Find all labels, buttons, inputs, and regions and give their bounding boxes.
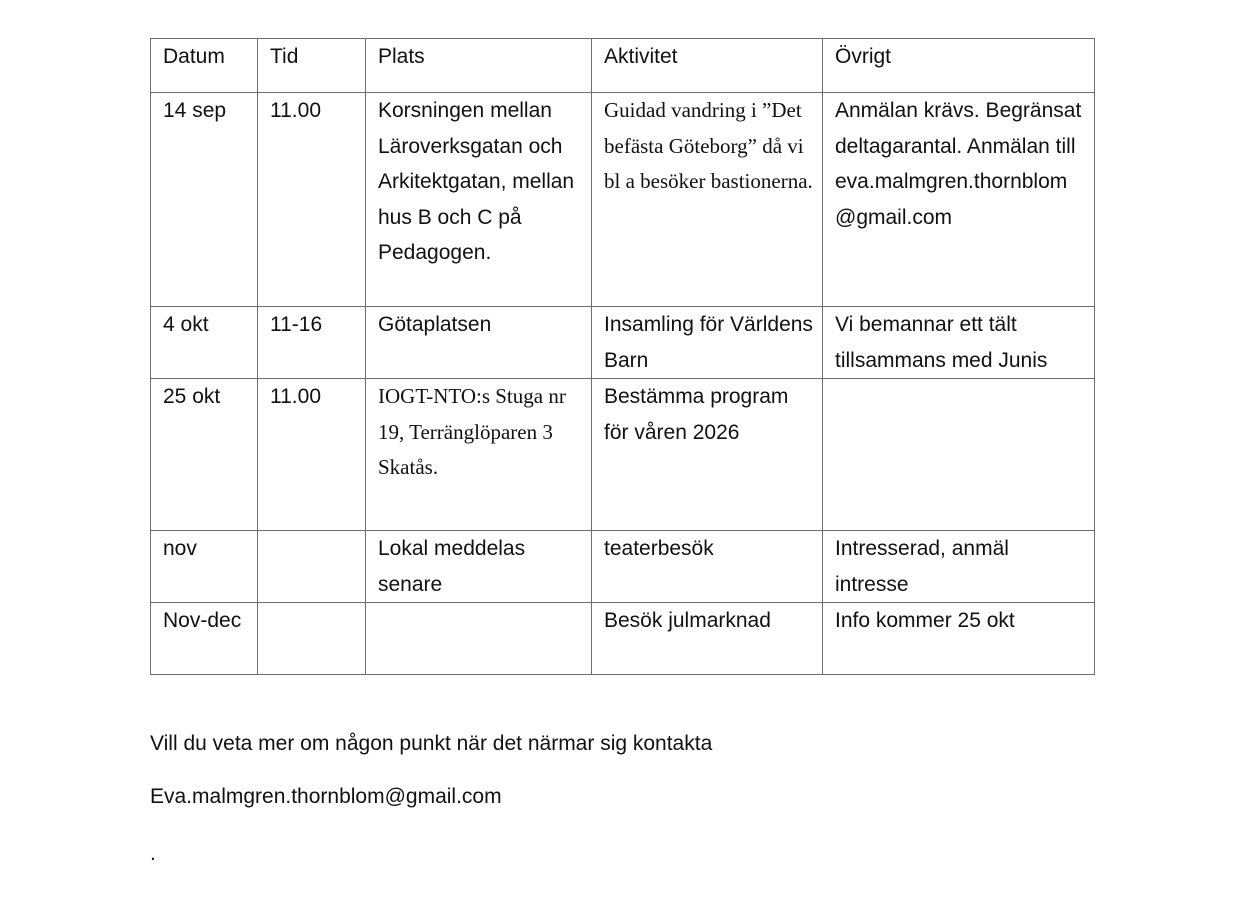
cell-datum: 4 okt (151, 307, 258, 379)
table-row (151, 93, 1095, 307)
header-aktivitet: Aktivitet (592, 39, 823, 93)
table-header-row (151, 39, 1095, 93)
table-row (151, 307, 1095, 379)
cell-ovrigt (823, 379, 1095, 531)
cell-plats (366, 603, 592, 675)
footer-contact-email: Eva.malmgren.thornblom@gmail.com (150, 785, 502, 808)
schedule-table (150, 38, 1095, 675)
cell-datum: nov (151, 531, 258, 603)
cell-tid (258, 603, 366, 675)
header-plats: Plats (366, 39, 592, 93)
cell-ovrigt: Info kommer 25 okt (823, 603, 1095, 675)
cell-plats: Lokal meddelas senare (366, 531, 592, 603)
header-datum: Datum (151, 39, 258, 93)
cell-aktivitet: teaterbesök (592, 531, 823, 603)
cell-ovrigt: Intresserad, anmäl intresse (823, 531, 1095, 603)
cell-tid: 11.00 (258, 379, 366, 531)
cell-aktivitet: Besök julmarknad (592, 603, 823, 675)
cell-plats: Götaplatsen (366, 307, 592, 379)
cell-tid: 11.00 (258, 93, 366, 307)
header-ovrigt: Övrigt (823, 39, 1095, 93)
table-row (151, 379, 1095, 531)
cell-aktivitet: Insamling för Världens Barn (592, 307, 823, 379)
cell-tid (258, 531, 366, 603)
header-tid: Tid (258, 39, 366, 93)
table-row (151, 603, 1095, 675)
cell-datum: 14 sep (151, 93, 258, 307)
cell-plats: Korsningen mellan Läroverksgatan och Arkitektgatan, mellan hus B och C på Pedagogen. (366, 93, 592, 307)
cell-ovrigt: Vi bemannar ett tält tillsammans med Junis (823, 307, 1095, 379)
table-row (151, 531, 1095, 603)
cell-aktivitet: Bestämma program för våren 2026 (592, 379, 823, 531)
footer-period: . (150, 842, 156, 865)
cell-tid: 11-16 (258, 307, 366, 379)
cell-aktivitet: Guidad vandring i ”Det befästa Göteborg” då vi bl a besöker bastionerna. (592, 93, 823, 307)
cell-datum: Nov-dec (151, 603, 258, 675)
cell-ovrigt: Anmälan krävs. Begränsat deltagarantal. Anmälan till eva.malmgren.thornblom@gmail.com (823, 93, 1095, 307)
cell-datum: 25 okt (151, 379, 258, 531)
cell-plats: IOGT-NTO:s Stuga nr 19, Terränglöparen 3 Skatås. (366, 379, 592, 531)
footer-contact-text: Vill du veta mer om någon punkt när det närmar sig kontakta (150, 732, 713, 755)
